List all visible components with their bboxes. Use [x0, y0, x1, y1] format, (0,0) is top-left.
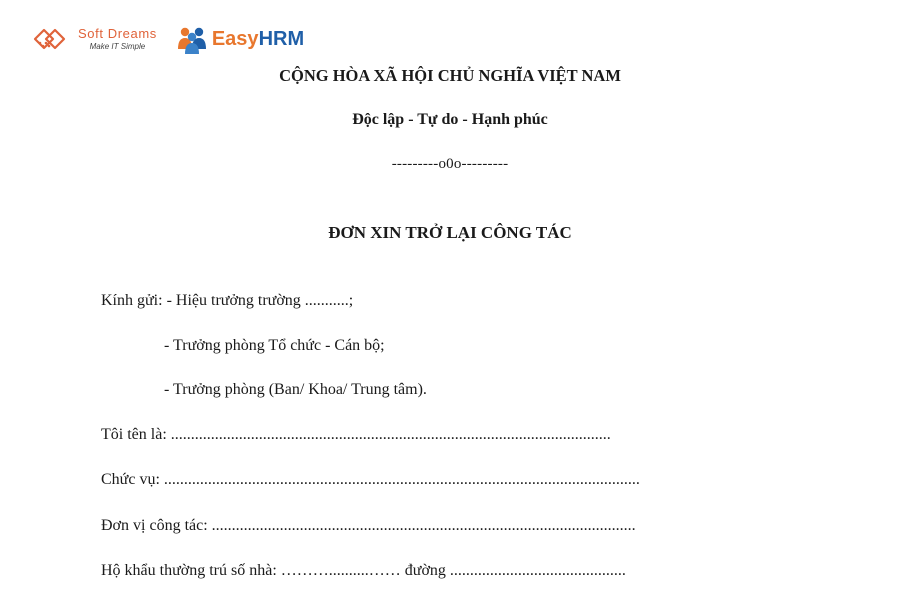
recipient-line-3: - Trưởng phòng (Ban/ Khoa/ Trung tâm).	[164, 381, 427, 398]
field-name: Tôi tên là: ..............................................................................................................	[101, 426, 611, 443]
softdreams-name: Soft Dreams	[78, 26, 157, 41]
recipient-line-2: - Trưởng phòng Tổ chức - Cán bộ;	[164, 337, 385, 354]
header-logos	[32, 22, 304, 56]
easyhrm-people-icon	[175, 23, 209, 55]
separator: ---------o0o---------	[391, 156, 509, 172]
national-title: CỘNG HÒA XÃ HỘI CHỦ NGHĨA VIỆT NAM	[279, 66, 621, 85]
national-motto: Độc lập - Tự do - Hạnh phúc	[352, 111, 548, 128]
easyhrm-easy-text: Easy	[211, 27, 259, 50]
softdreams-logo	[32, 24, 157, 54]
softdreams-logo-icon	[32, 24, 74, 54]
easyhrm-hrm-text: HRM	[258, 27, 305, 50]
form-title: ĐƠN XIN TRỞ LẠI CÔNG TÁC	[328, 223, 572, 242]
easyhrm-logo	[175, 23, 304, 55]
softdreams-tagline: Make IT Simple	[89, 42, 146, 51]
recipient-line-1: Kính gửi: - Hiệu trưởng trường ...........;	[101, 292, 354, 309]
field-unit: Đơn vị công tác: ..........................................................................................................	[101, 517, 636, 534]
field-position: Chức vụ: .......................................................................................................................	[101, 471, 640, 488]
field-address: Hộ khẩu thường trú số nhà: ………..........…… đường ............................................	[101, 562, 626, 579]
